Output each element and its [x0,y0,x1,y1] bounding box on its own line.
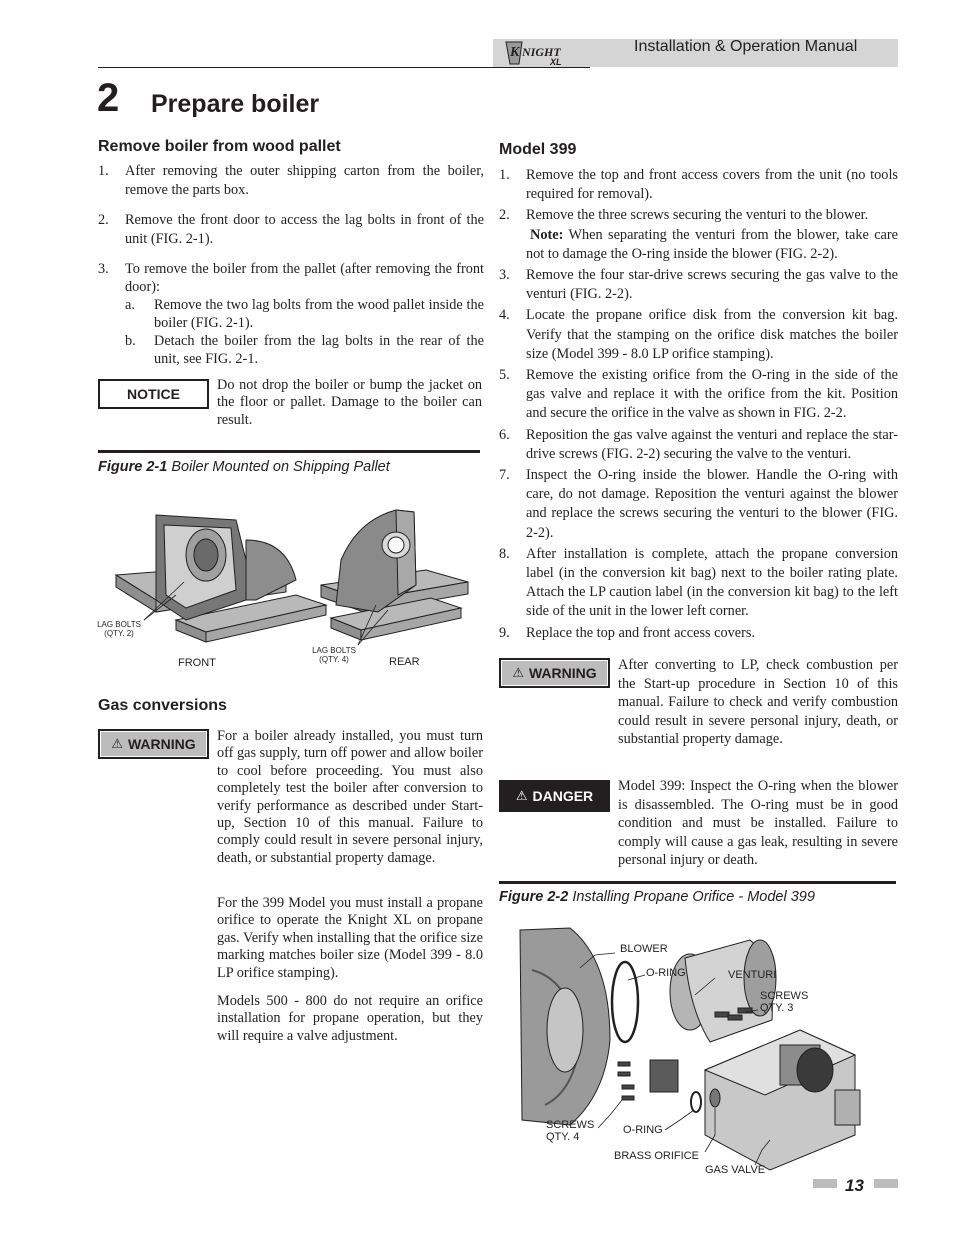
label-front: FRONT [178,657,216,669]
svg-text:K: K [510,45,520,60]
label-rear: REAR [389,656,420,668]
o-ring-top [612,962,638,1042]
list-item: 6. Reposition the gas valve against the venturi and replace the star-drive screws (FIG. 2-2) securing the valve to the venturi. [499,426,898,462]
warning-triangle-icon: ⚠ [111,736,123,751]
warning-triangle-icon: ⚠ [512,665,524,680]
remove-pallet-list-2 [98,211,484,249]
list-item: 3. To remove the boiler from the pallet (after removing the front door): a. Remove the two lag bolts from the wood pallet inside the boiler (FIG. 2-1). b. Detach the boiler from the lag bolts in the rear of the unit, see FIG. 2-1. [98,261,484,367]
sub-list-item: b. Detach the boiler from the lag bolts in the rear of the unit, see FIG. 2-1. [125,333,484,367]
danger-triangle-icon: ⚠ [515,788,528,803]
label-lag-bolts-front: LAG BOLTS (QTY. 2) [97,620,141,638]
section-heading-model-399: Model 399 [499,141,577,158]
page-number: 13 [845,1176,864,1195]
label-venturi: VENTURI [728,969,777,981]
boiler-pallet-illustration [96,500,486,675]
figure-2-2-caption: Figure 2-2 Installing Propane Orifice - Model 399 [499,889,815,905]
list-item: 4. Locate the propane orifice disk from the conversion kit bag. Verify that the stamping on the orifice disk matches the boiler size (Model 399 - 8.0 LP orifice stamping). [499,307,898,362]
danger-label: ⚠ DANGER [499,780,610,812]
gas-paragraph-2: Models 500 - 800 do not require an orifice installation for propane operation, but they will require a valve adjustment. [217,993,483,1044]
warning-label-gas: ⚠ WARNING [98,729,209,759]
label-o-ring-top: O-RING [646,967,686,979]
brass-orifice [710,1089,720,1107]
remove-pallet-list [98,162,484,200]
sub-list-item: a. Remove the two lag bolts from the wood pallet inside the boiler (FIG. 2-1). [125,297,484,331]
list-item: 2. Remove the front door to access the lag bolts in front of the unit (FIG. 2-1). [98,212,484,247]
svg-text:XL: XL [550,57,562,67]
rear-boiler [321,510,468,640]
o-ring-bottom [691,1092,701,1112]
list-item: 1. Remove the top and front access covers from the unit (no tools required for removal). [499,167,898,203]
page-number-bar-left [813,1179,837,1188]
gas-paragraph-1: For the 399 Model you must install a propane orifice to operate the Knight XL on propane gas. Verify when installing that the orifice size marking matches boiler size (Model 399 - 8.0 LP orifice stamping). [217,895,483,981]
list-item: 2. Remove the three screws securing the venturi to the blower. Note: When separating the venturi from the blower, take care not to damage the O-ring inside the blower (FIG. 2-2). [499,207,898,262]
remove-pallet-list-3 [98,260,484,368]
knight-logo [502,39,582,67]
model-399-list [499,166,898,643]
label-screws-qty-4: SCREWS QTY. 4 [546,1119,595,1143]
figure-rule [98,450,480,453]
label-o-ring-bottom: O-RING [623,1124,663,1136]
front-boiler [116,515,326,642]
section-heading-remove-pallet: Remove boiler from wood pallet [98,138,341,155]
chapter-title: Prepare boiler [151,90,320,118]
list-item: 5. Remove the existing orifice from the O-ring in the side of the gas valve and replace it with the orifice from the kit. Position and secure the orifice in the valve as shown in FIG. 2-2. [499,367,898,422]
notice-label: NOTICE [98,379,209,409]
section-heading-gas-conversions: Gas conversions [98,697,227,714]
header-rule [98,67,590,68]
svg-text:NIGHT: NIGHT [522,45,561,59]
list-item: 1. After removing the outer shipping carton from the boiler, remove the parts box. [98,163,484,198]
page-number-bar-right [874,1179,898,1188]
list-item: 3. Remove the four star-drive screws securing the gas valve to the venturi (FIG. 2-2). [499,267,898,303]
label-brass-orifice: BRASS ORIFICE [614,1150,699,1162]
warning-label-lp: ⚠ WARNING [499,658,610,688]
label-screws-qty-3: SCREWS QTY. 3 [760,990,809,1014]
notice-text: Do not drop the boiler or bump the jacket on the floor or pallet. Damage to the boiler can result. [217,377,482,428]
list-item: 7. Inspect the O-ring inside the blower. Handle the O-ring with care, do not damage. Reposition the venturi against the blower and replace the screws securing the venturi to the blower (FIG. 2-2). [499,467,898,541]
lp-warning-text: After converting to LP, check combustion per the Start-up procedure in Section 10 of this manual. Failure to check and verify combustion could result in severe personal injury, death, or substantial property damage. [618,657,898,748]
label-blower: BLOWER [620,943,668,955]
list-item: 8. After installation is complete, attach the propane conversion label (in the conversion kit bag) next to the boiler rating plate. Attach the LP caution label (in the conversion kit bag) to the left side of the unit in the lower left corner. [499,545,898,620]
chapter-number: 2 [97,76,120,120]
figure-rule-2 [499,881,896,884]
danger-text: Model 399: Inspect the O-ring when the blower is disassembled. The O-ring must be in good condition and must be installed. Failure to comply will cause a gas leak, resulting in severe personal injury or death. [618,778,898,869]
manual-title: Installation & Operation Manual [634,38,858,55]
figure-2-1-caption: Figure 2-1 Boiler Mounted on Shipping Pallet [98,459,390,475]
label-lag-bolts-rear: LAG BOLTS (QTY. 4) [312,646,356,664]
list-item: 9. Replace the top and front access covers. [499,624,756,641]
gas-warning-text: For a boiler already installed, you must turn off gas supply, turn off power and allow boiler to cool before proceeding. You must also completely test the boiler after conversion to verify performance as described under Start-up, Section 10 of this manual. Failure to comply could result in severe personal injury, death, or substantial property damage. [217,728,483,866]
label-gas-valve: GAS VALVE [705,1164,766,1176]
